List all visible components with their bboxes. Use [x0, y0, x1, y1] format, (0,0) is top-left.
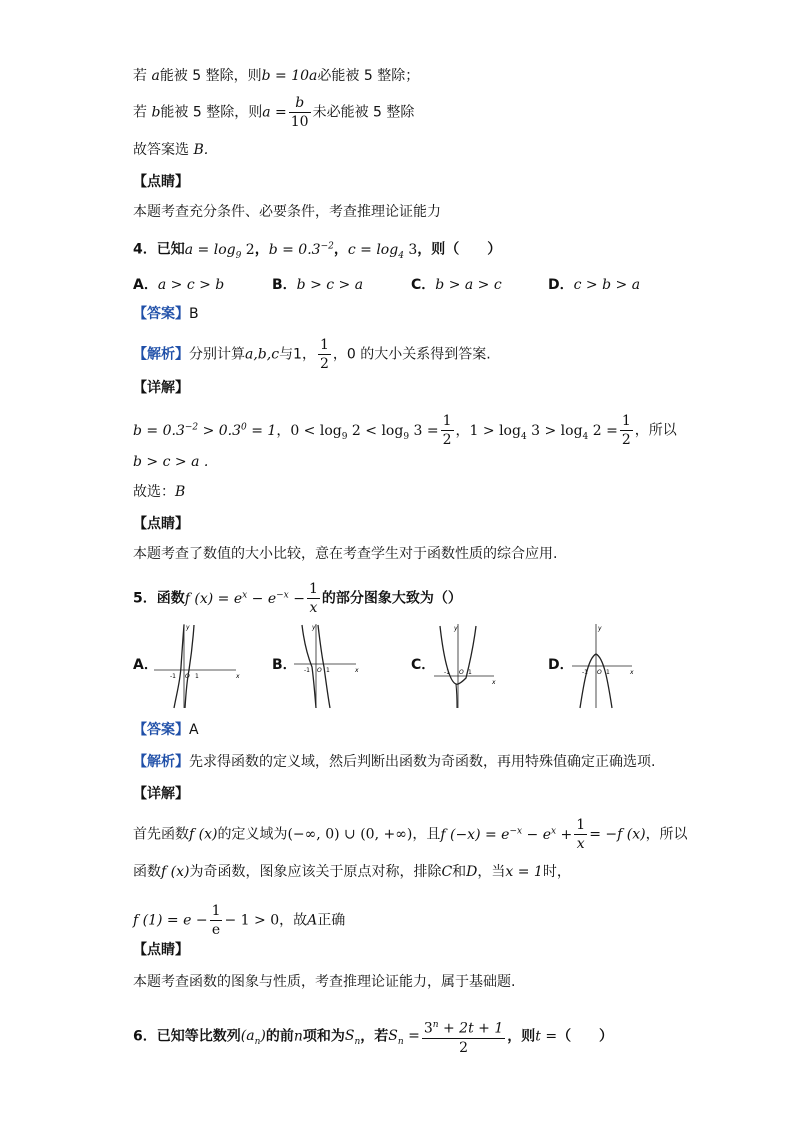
text: 分别计算 — [189, 346, 245, 363]
graph-c — [432, 622, 522, 712]
option-b[interactable] — [272, 274, 363, 294]
math: D — [466, 864, 478, 880]
origin-label: O — [597, 669, 602, 676]
math: n — [293, 1028, 303, 1045]
math — [344, 1028, 361, 1048]
math-lhs: a = — [262, 104, 287, 121]
numerator: b — [289, 94, 311, 113]
denominator: e — [211, 922, 221, 938]
math — [269, 242, 334, 258]
math: − 1 > 0 — [224, 912, 280, 929]
denominator: 2 — [621, 432, 631, 448]
fraction — [441, 412, 454, 449]
text: 项和为 — [302, 1028, 345, 1045]
tick-1: 1 — [468, 669, 472, 676]
text: S — [388, 1028, 398, 1045]
text: 的部分图象大致为（） — [321, 590, 462, 607]
numerator — [422, 1016, 505, 1039]
text: 6．已知等比数列 — [133, 1028, 241, 1045]
detail-line-1 — [133, 412, 677, 449]
subscript: 9 — [235, 250, 242, 261]
text: f (−x) = e — [440, 826, 510, 843]
fraction — [422, 1016, 505, 1057]
math: C — [441, 864, 453, 880]
text: ，当 — [477, 864, 506, 880]
text: 3 — [403, 241, 418, 258]
text: + — [556, 826, 573, 843]
y-label: y — [598, 625, 602, 632]
numerator: 1 — [621, 413, 631, 429]
graph-b — [292, 622, 382, 712]
numerator: 1 — [442, 413, 452, 429]
text: ，0 的大小关系得到答案. — [332, 346, 491, 363]
answer-value: A — [189, 722, 199, 738]
question-5-stem — [133, 580, 462, 617]
subscript: 9 — [403, 431, 410, 442]
origin-label: O — [317, 667, 322, 674]
numerator: 1 — [308, 581, 318, 597]
detail-line-2 — [133, 862, 571, 882]
denominator: 2 — [442, 432, 452, 448]
detail-line-3 — [133, 902, 345, 939]
option-c[interactable]: C． — [411, 657, 436, 673]
math — [276, 422, 439, 442]
line-q3-3 — [133, 140, 208, 160]
math: f (x) — [161, 864, 190, 880]
math-a: a — [151, 68, 160, 84]
option-text: a > c > b — [157, 277, 225, 293]
text: 3 — [423, 1020, 433, 1037]
fraction — [210, 902, 223, 939]
text: ，所以 — [634, 422, 677, 439]
line-q3-1 — [133, 66, 419, 86]
math: a,b,c — [245, 346, 280, 363]
text: 的定义域为 — [217, 826, 288, 843]
superscript: n — [432, 1020, 439, 1030]
section-dianjing: 【点睛】 — [133, 942, 189, 958]
math: f (x) — [189, 826, 218, 843]
x-label: x — [236, 673, 240, 680]
text: − e — [522, 826, 551, 843]
text: 正确 — [317, 912, 346, 929]
numerator: 1 — [211, 903, 221, 919]
superscript: x — [242, 589, 248, 600]
graph-a — [152, 622, 242, 712]
analysis-line — [133, 336, 491, 373]
text: 为奇函数，图象应该关于原点对称，排除 — [189, 864, 442, 880]
answer-tag: 【答案】 — [133, 306, 189, 322]
text: 3 > log — [526, 422, 583, 439]
subscript: 4 — [398, 250, 404, 261]
text: − — [288, 590, 305, 607]
summary-text: 本题考查函数的图象与性质，考查推理论证能力，属于基础题. — [133, 974, 516, 990]
section-dianjing: 【点睛】 — [133, 174, 189, 190]
text: 时， — [542, 864, 571, 880]
fraction — [289, 94, 311, 131]
math — [184, 241, 255, 261]
option-d[interactable]: D． — [548, 657, 574, 673]
math: t = — [535, 1028, 558, 1045]
text: > 0.3 — [198, 422, 242, 439]
text: 2 = — [588, 422, 618, 439]
text: b = 0.3 — [268, 241, 321, 258]
text: 3 = — [409, 422, 439, 439]
question-4-stem: 4．已知$a = \log_9 2$，$b = 0.3^{-2}$，$c = \log_4 3$，则（ ） — [133, 241, 502, 261]
superscript: −x — [276, 589, 289, 600]
option-a[interactable]: A． — [133, 657, 158, 673]
analysis-text: 先求得函数的定义域，然后判断出函数为奇函数，再用特殊值确定正确选项. — [189, 754, 656, 770]
option-d[interactable] — [548, 274, 640, 294]
option-a[interactable] — [133, 274, 224, 294]
text: − e — [247, 590, 277, 607]
text: a = log — [184, 241, 236, 258]
origin-label: O — [459, 669, 464, 676]
text: 函数 — [133, 864, 161, 880]
option-label: D． — [548, 277, 574, 293]
math — [388, 1028, 420, 1048]
numerator: 1 — [576, 817, 586, 833]
y-label: y — [454, 625, 458, 632]
text: 能被 5 整除，则 — [160, 104, 263, 121]
fraction — [318, 336, 331, 373]
subscript: n — [354, 1037, 361, 1048]
tick-1: 1 — [606, 669, 610, 676]
x-label: x — [492, 679, 496, 686]
origin-label: O — [185, 673, 190, 680]
text: 若 — [133, 104, 152, 121]
text: b = 0.3 — [133, 422, 185, 439]
text: ，则 — [507, 1028, 536, 1045]
text: c = log — [347, 241, 399, 258]
math: = −f (x) — [589, 826, 646, 843]
detail-tag: 【详解】 — [133, 786, 189, 802]
superscript: 0 — [241, 421, 247, 432]
text: (a — [240, 1028, 255, 1045]
math — [240, 1028, 266, 1048]
curve-right — [185, 625, 194, 708]
subscript: n — [254, 1037, 261, 1048]
math — [185, 591, 305, 607]
denominator: 10 — [290, 114, 309, 130]
section-dianjing: 【点睛】 — [133, 516, 189, 532]
superscript: −2 — [320, 241, 334, 251]
tick-minus-1: -1 — [444, 669, 450, 676]
chosen-line — [133, 482, 185, 502]
x-label: x — [355, 667, 359, 674]
math — [440, 827, 572, 843]
option-text: c > b > a — [573, 277, 641, 293]
fraction — [307, 580, 320, 617]
fraction — [574, 816, 587, 853]
y-label: y — [186, 624, 190, 631]
text: 2 < log — [347, 422, 404, 439]
answer-line — [133, 720, 199, 740]
text: ，1 > log — [455, 422, 521, 439]
option-label: C． — [411, 277, 436, 293]
tick-minus-1: -1 — [582, 669, 588, 676]
graph-d — [570, 622, 660, 712]
answer-tag: 【答案】 — [133, 722, 189, 738]
subscript: n — [397, 1037, 404, 1048]
math-answer: B — [175, 484, 186, 500]
question-6-stem — [133, 1016, 613, 1057]
summary-text: 本题考查了数值的大小比较，意在考查学生对于函数性质的综合应用. — [133, 546, 558, 562]
answer-line — [133, 304, 199, 324]
math-expr: b = 10a — [261, 68, 318, 84]
text: 和 — [452, 864, 467, 880]
denominator: x — [576, 836, 585, 852]
math — [347, 241, 418, 261]
tick-1: 1 — [326, 667, 330, 674]
detail-line-2: b > c > a . — [133, 454, 209, 470]
option-text: b > a > c — [435, 277, 502, 293]
numerator: 1 — [319, 337, 329, 353]
option-label: A． — [133, 277, 158, 293]
math: A — [307, 912, 318, 929]
text: 2 — [241, 241, 255, 258]
option-b[interactable]: B． — [272, 657, 297, 673]
tick-minus-1: -1 — [170, 673, 176, 680]
text: ，则（ ） — [417, 241, 502, 258]
superscript: −x — [509, 825, 523, 836]
text: 若 — [133, 68, 152, 84]
text: （ ） — [557, 1028, 614, 1045]
text: ) — [260, 1028, 266, 1045]
detail-tag: 【详解】 — [133, 380, 189, 396]
detail-line-1 — [133, 816, 688, 853]
text: 4．已知 — [133, 241, 185, 258]
subscript: 4 — [520, 431, 527, 442]
text: f (x) = e — [184, 590, 243, 607]
text: 5．函数 — [133, 590, 185, 607]
superscript: −2 — [184, 421, 199, 432]
text: 的前 — [265, 1028, 294, 1045]
text: 与1， — [279, 346, 316, 363]
text: ，且 — [412, 826, 441, 843]
math: f (1) = e − — [133, 912, 208, 929]
x-label: x — [630, 669, 634, 676]
math-b: b — [151, 104, 161, 121]
analysis-line — [133, 752, 655, 772]
math — [455, 422, 618, 442]
math-answer: B. — [193, 142, 209, 158]
text: 未必能被 5 整除 — [312, 104, 415, 121]
analysis-tag: 【解析】 — [133, 346, 189, 363]
text: S — [344, 1028, 355, 1045]
text: 故选： — [133, 484, 175, 500]
text: = — [403, 1028, 420, 1045]
tick-minus-1: -1 — [304, 667, 310, 674]
y-label: y — [312, 624, 316, 631]
option-c[interactable] — [411, 274, 502, 294]
option-text: b > c > a — [296, 277, 364, 293]
text: 必能被 5 整除； — [317, 68, 420, 84]
text: 故答案选 — [133, 142, 194, 158]
denominator: 2 — [319, 356, 329, 372]
denominator: 2 — [459, 1039, 468, 1056]
text: + 2t + 1 — [438, 1020, 504, 1037]
tick-1: 1 — [195, 673, 199, 680]
text: = 1 — [246, 422, 277, 439]
math-domain: (−∞, 0) ∪ (0, +∞) — [287, 826, 413, 843]
analysis-tag: 【解析】 — [133, 754, 189, 770]
text: ，0 < log — [276, 422, 342, 439]
denominator: x — [309, 600, 318, 616]
superscript: x — [551, 825, 557, 836]
text: ，故 — [279, 912, 308, 929]
curve-lower — [456, 684, 457, 708]
subscript: 9 — [341, 431, 348, 442]
math: x = 1 — [505, 864, 543, 880]
option-label: B． — [272, 277, 297, 293]
answer-value: B — [189, 306, 199, 322]
subscript: 4 — [582, 431, 589, 442]
text: 首先函数 — [133, 826, 189, 843]
text: ，所以 — [645, 826, 688, 843]
text: 能被 5 整除，则 — [159, 68, 262, 84]
curve-left — [174, 625, 184, 708]
text: ，若 — [360, 1028, 389, 1045]
summary-text: 本题考查充分条件、必要条件，考查推理论证能力 — [133, 204, 441, 220]
line-q3-2 — [133, 94, 414, 131]
fraction — [620, 412, 633, 449]
math — [133, 423, 276, 439]
